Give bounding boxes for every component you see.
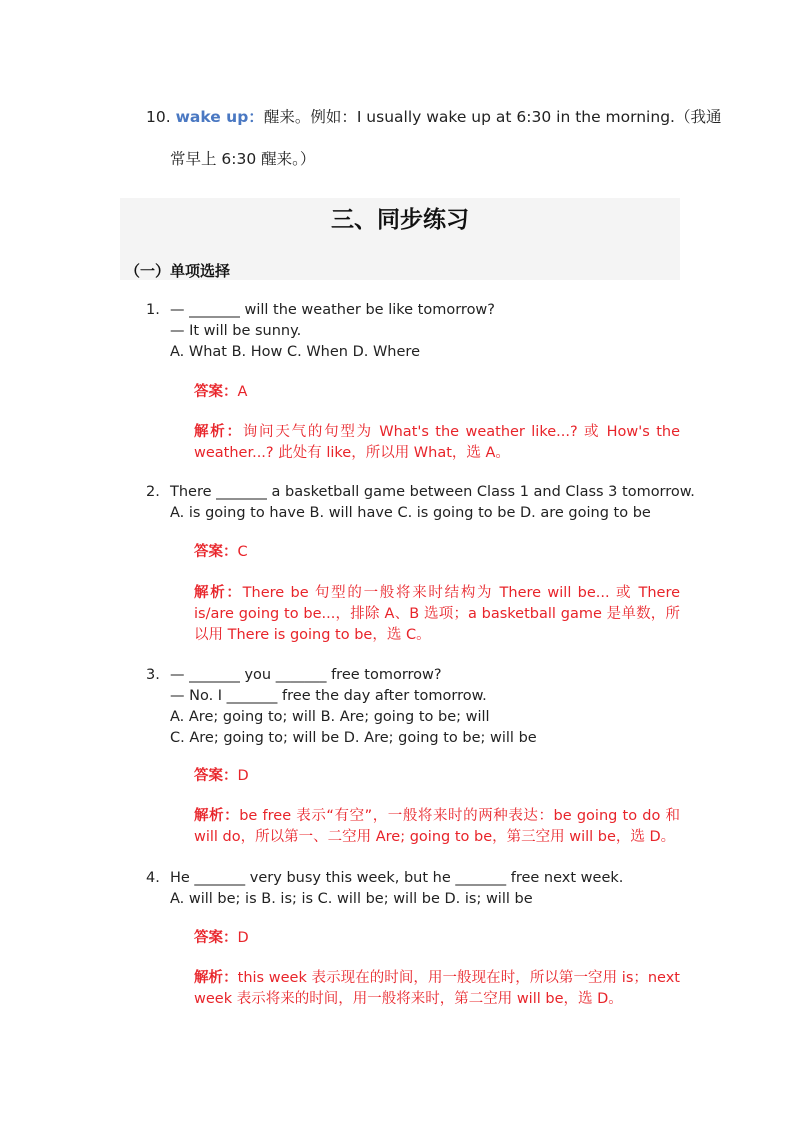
answer-value: C bbox=[237, 544, 248, 560]
vocab-term: wake up： bbox=[175, 108, 264, 126]
vocab-item-10 bbox=[146, 107, 721, 128]
question-2-number: 2. bbox=[146, 484, 160, 500]
question-2-line: A. is going to have B. will have C. is going to be D. are going to be bbox=[170, 505, 651, 521]
explanation-label: 解析： bbox=[194, 585, 243, 601]
question-3-number: 3. bbox=[146, 667, 160, 683]
question-2-line: There _______ a basketball game between Class 1 and Class 3 tomorrow. bbox=[170, 484, 695, 500]
question-2-answer bbox=[194, 542, 248, 563]
vocab-definition-line2: 常早上 6:30 醒来。） bbox=[170, 150, 316, 168]
explanation-label: 解析： bbox=[194, 808, 240, 824]
question-1-line: A. What B. How C. When D. Where bbox=[170, 344, 420, 360]
question-3-line: C. Are; going to; will be D. Are; going to be; will be bbox=[170, 730, 537, 746]
question-4-line: A. will be; is B. is; is C. will be; will be D. is; will be bbox=[170, 891, 533, 907]
question-1-answer bbox=[194, 382, 247, 403]
question-3-line: — No. I _______ free the day after tomorrow. bbox=[170, 688, 487, 704]
explanation-text: There be 句型的一般将来时结构为 There will be... 或 There is/are going to be...，排除 A、B 选项；a basketball game 是单数，所以用 There is going to be，选 C。 bbox=[194, 585, 681, 643]
question-3-line: — _______ you _______ free tomorrow? bbox=[170, 667, 442, 683]
question-3-line: A. Are; going to; will B. Are; going to be; will bbox=[170, 709, 490, 725]
explanation-text: be free 表示“有空”，一般将来时的两种表达：be going to do 和 will do，所以第一、二空用 Are; going to be，第三空用 will be，选 D。 bbox=[194, 808, 681, 845]
explanation-label: 解析： bbox=[194, 424, 243, 440]
question-4-answer bbox=[194, 928, 249, 949]
question-4-explanation bbox=[194, 968, 680, 1010]
question-2-explanation bbox=[194, 583, 680, 646]
subsection-title: （一）单项选择 bbox=[125, 262, 231, 280]
vocab-definition-line1: 醒来。例如：I usually wake up at 6:30 in the morning.（我通 bbox=[263, 108, 722, 126]
question-1-number: 1. bbox=[146, 302, 160, 318]
answer-value: D bbox=[237, 768, 249, 784]
question-4-number: 4. bbox=[146, 870, 160, 886]
question-1-line: — _______ will the weather be like tomorrow? bbox=[170, 302, 495, 318]
question-4-line: He _______ very busy this week, but he _______ free next week. bbox=[170, 870, 624, 886]
question-3-answer bbox=[194, 766, 249, 787]
answer-label: 答案： bbox=[194, 384, 238, 400]
answer-label: 答案： bbox=[194, 930, 238, 946]
vocab-number: 10. bbox=[146, 108, 171, 126]
explanation-text: 询问天气的句型为 What's the weather like...? 或 How's the weather...? 此处有 like，所以用 What，选 A。 bbox=[194, 424, 680, 461]
question-1-explanation bbox=[194, 422, 680, 464]
answer-value: A bbox=[237, 384, 248, 400]
answer-label: 答案： bbox=[194, 544, 238, 560]
answer-label: 答案： bbox=[194, 768, 238, 784]
answer-value: D bbox=[237, 930, 249, 946]
section-title: 三、同步练习 bbox=[331, 207, 469, 233]
explanation-text: this week 表示现在的时间，用一般现在时，所以第一空用 is；next week 表示将来的时间，用一般将来时，第二空用 will be，选 D。 bbox=[194, 970, 680, 1007]
question-1-line: — It will be sunny. bbox=[170, 323, 302, 339]
question-3-explanation bbox=[194, 806, 680, 848]
explanation-label: 解析： bbox=[194, 970, 238, 986]
